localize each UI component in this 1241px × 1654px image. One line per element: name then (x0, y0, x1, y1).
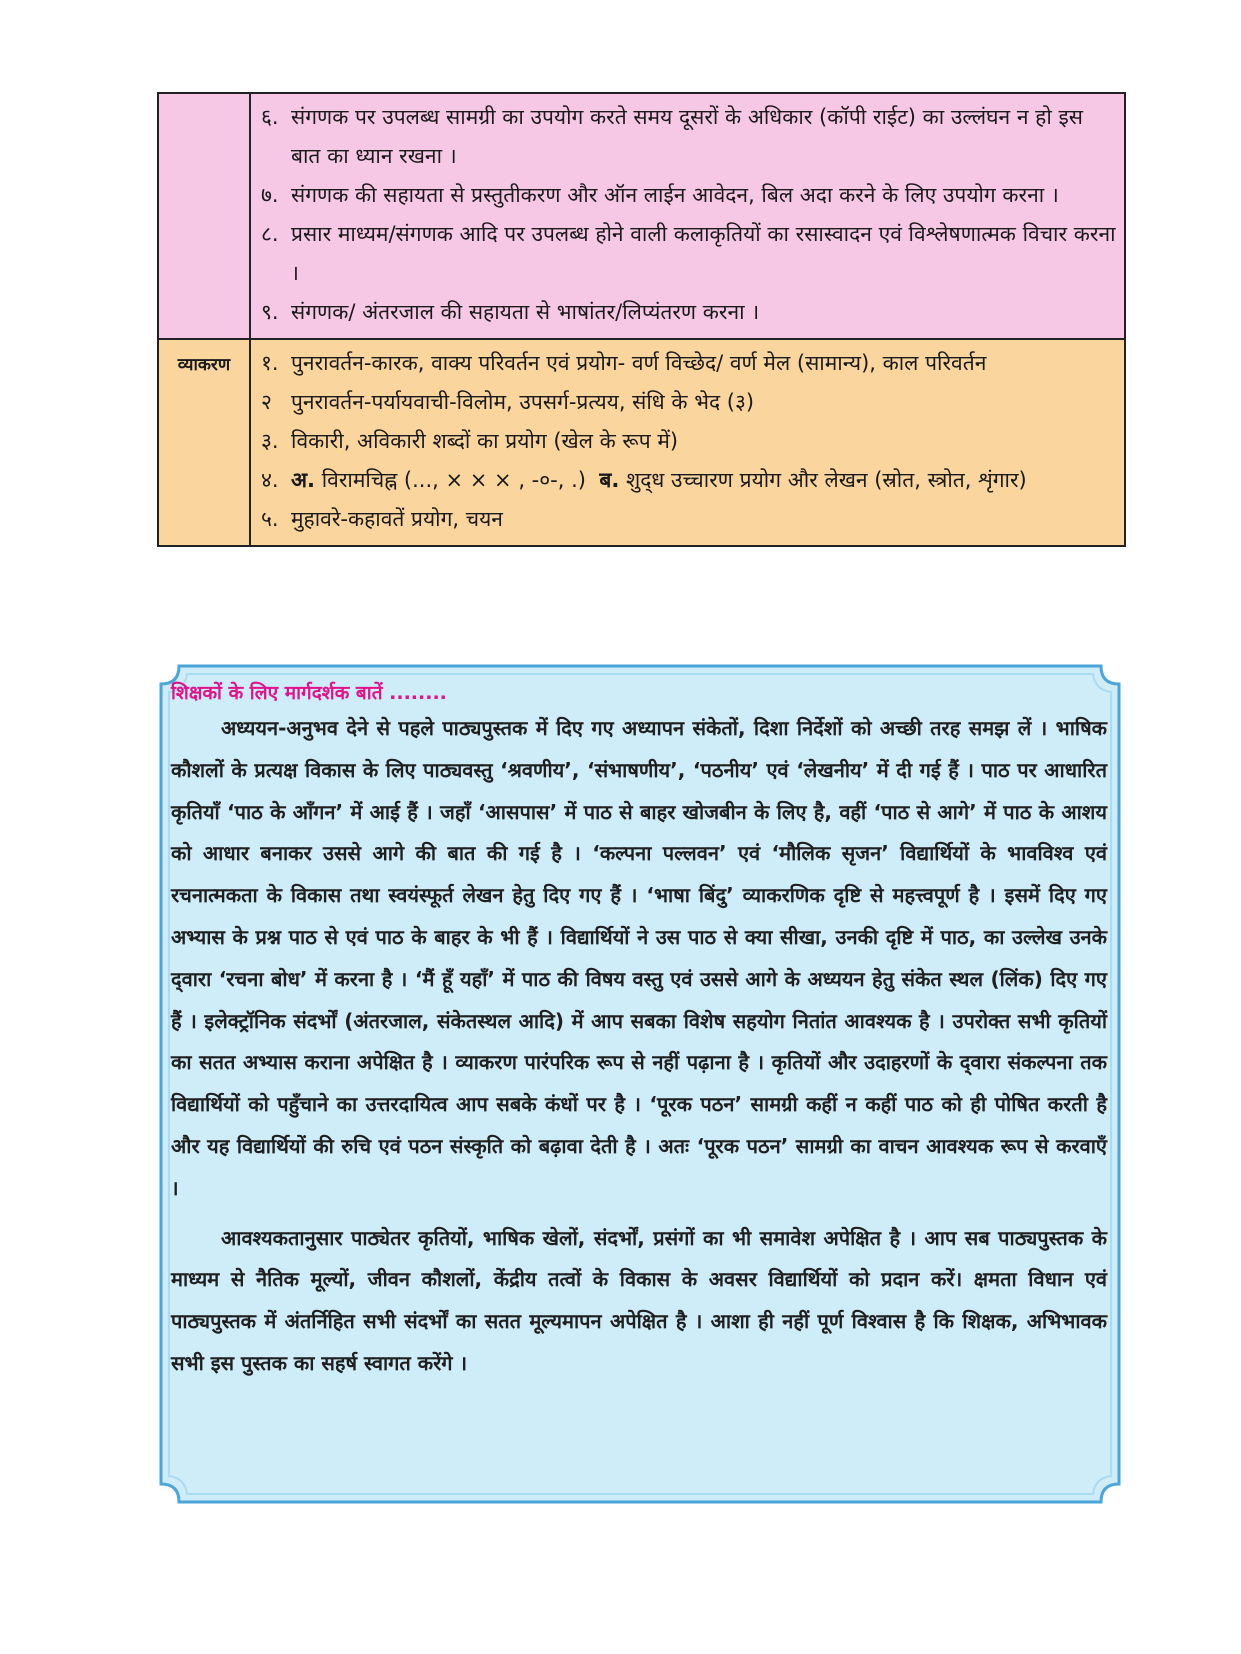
item-text: प्रसार माध्यम/संगणक आदि पर उपलब्ध होने वाली कलाकृतियों का रसास्वादन एवं विश्लेषणात्मक विचार करना । (291, 222, 1116, 285)
guidance-paragraph: आवश्यकतानुसार पाठ्येतर कृतियों, भाषिक खेलों, संदर्भों, प्रसंगों का भी समावेश अपेक्षित है । आप सब पाठ्यपुस्तक के माध्यम से नैतिक मूल्यों, जीवन कौशलों, केंद्रीय तत्वों के विकास के अवसर विद्यार्थियों को प्रदान करें। क्षमता विधान एवं पाठ्यपुस्तक में अंतर्निहित सभी संदर्भों का सतत मूल्यमापन अपेक्षित है । आशा ही नहीं पूर्ण विश्वास है कि शिक्षक, अभिभावक सभी इस पुस्तक का सहर्ष स्वागत करेंगे । (171, 1225, 1107, 1375)
part-a-label: अ. (291, 468, 316, 492)
item-number: ५. (261, 507, 279, 531)
list-item (261, 98, 1118, 176)
item-number: ३. (261, 429, 279, 453)
list-item (261, 344, 1118, 383)
item-text: संगणक/ अंतरजाल की सहायता से भाषांतर/लिप्यंतरण करना । (291, 300, 760, 324)
part-b-text: शुद्‌ध उच्चारण प्रयोग और लेखन (स्रोत, स्त्रोत, शृंगार) (625, 468, 1027, 492)
part-a-text: विरामचिह्न (..., × × × , -०-, .) (321, 468, 586, 492)
list-item (261, 422, 1118, 461)
item-text: विकारी, अविकारी शब्दों का प्रयोग (खेल के रूप में) (291, 429, 679, 453)
item-text (291, 461, 1118, 500)
row-items (250, 93, 1125, 339)
row-label-grammar: व्याकरण (158, 339, 250, 546)
list-item (261, 461, 1118, 500)
item-text: संगणक की सहायता से प्रस्तुतीकरण और ऑन लाईन आवेदन, बिल अदा करने के लिए उपयोग करना । (291, 183, 1059, 207)
row-items (250, 339, 1125, 546)
table-row (158, 93, 1125, 339)
guidance-title: शिक्षकों के लिए मार्गदर्शक बातें ........ (171, 682, 447, 704)
teacher-guidance-box (157, 662, 1123, 1506)
item-text: संगणक पर उपलब्ध सामग्री का उपयोग करते समय दूसरों के अधिकार (कॉपी राईट) का उल्लंघन न हो इस बात का ध्यान रखना । (291, 105, 1083, 168)
item-number: ४. (261, 468, 279, 492)
guidance-paragraph: अध्ययन-अनुभव देने से पहले पाठ्यपुस्तक में दिए गए अध्यापन संकेतों, दिशा निर्देशों को अच्छी तरह समझ लें । भाषिक कौशलों के प्रत्यक्ष विकास के लिए पाठ्यवस्तु ‘श्रवणीय’, ‘संभाषणीय’, ‘पठनीय’ एवं ‘लेखनीय’ में दी गई हैं । पाठ पर आधारित कृतियाँ ‘पाठ के आँगन’ में आई हैं । जहाँ ‘आसपास’ में पाठ से बाहर खोजबीन के लिए है, वहीं ‘पाठ से आगे’ में पाठ के आशय को आधार बनाकर उससे आगे की बात की गई है । ‘कल्पना पल्लवन’ एवं ‘मौलिक सृजन’ विद्यार्थियों के भावविश्व एवं रचनात्मकता के विकास तथा स्वयंस्फूर्त लेखन हेतु दिए गए हैं । ‘भाषा बिंदु’ व्याकरणिक दृष्टि से महत्त्वपूर्ण है । इसमें दिए गए अभ्यास के प्रश्न पाठ से एवं पाठ के बाहर के भी हैं । विद्यार्थियों ने उस पाठ से क्या सीखा, उनकी दृष्टि में पाठ, का उल्लेख उनके द्‌वारा ‘रचना बोध’ में करना है । ‘मैं हूँ यहाँ’ में पाठ की विषय वस्तु एवं उससे आगे के अध्ययन हेतु संकेत स्थल (लिंक) दिए गए हैं । इलेक्ट्रॉनिक संदर्भों (अंतरजाल, संकेतस्थल आदि) में आप सबका विशेष सहयोग नितांत आवश्यक है । उपरोक्त सभी कृतियों का सतत अभ्यास कराना अपेक्षित है । व्याकरण पारंपरिक रूप से नहीं पढ़ाना है । कृतियों और उदाहरणों के द्‌वारा संकल्पना तक विद्यार्थियों को पहुँचाने का उत्तरदायित्व आप सबके कंधों पर है । ‘पूरक पठन’ सामग्री कहीं न कहीं पाठ को ही पोषित करती है और यह विद्यार्थियों की रुचि एवं पठन संस्कृति को बढ़ावा देती है । अतः ‘पूरक पठन’ सामग्री का वाचन आवश्यक रूप से करवाएँ । (171, 716, 1107, 1200)
list-item (261, 500, 1118, 539)
item-number: २ (261, 390, 272, 414)
table-row (158, 339, 1125, 546)
item-text: पुनरावर्तन-पर्यायवाची-विलोम, उपसर्ग-प्रत्यय, संधि के भेद (३) (291, 390, 755, 414)
part-b-label: ब. (599, 468, 620, 492)
list-item (261, 383, 1118, 422)
item-text: मुहावरे-कहावतें प्रयोग, चयन (291, 507, 503, 531)
item-text: पुनरावर्तन-कारक, वाक्य परिवर्तन एवं प्रयोग- वर्ण विच्छेद/ वर्ण मेल (सामान्य), काल परिवर्तन (291, 351, 987, 375)
list-item (261, 293, 1118, 332)
list-item (261, 215, 1118, 293)
item-number: ७. (261, 183, 279, 207)
item-number: ९. (261, 300, 279, 324)
syllabus-table (157, 92, 1126, 547)
row-label (158, 93, 250, 339)
item-number: ६. (261, 105, 279, 129)
list-item (261, 176, 1118, 215)
guidance-content (171, 678, 1107, 1385)
item-number: १. (261, 351, 279, 375)
item-number: ८. (261, 222, 279, 246)
